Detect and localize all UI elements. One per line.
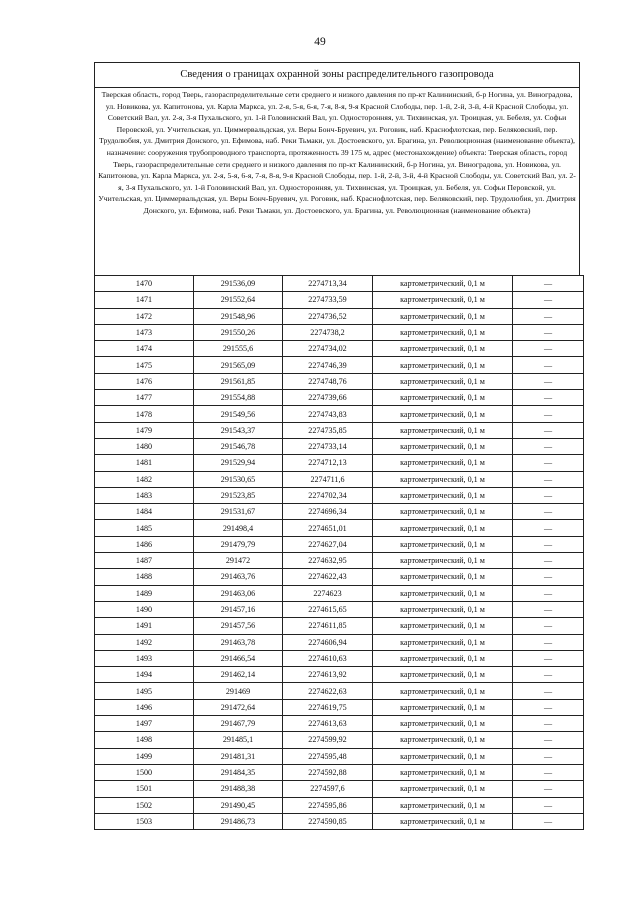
description-cell: — — [513, 732, 584, 748]
description-cell: — — [513, 764, 584, 780]
point-number-cell: 1492 — [95, 634, 194, 650]
y-coordinate-cell: 2274738,2 — [283, 324, 373, 340]
y-coordinate-cell: 2274597,6 — [283, 781, 373, 797]
x-coordinate-cell: 291548,96 — [194, 308, 283, 324]
description-cell: — — [513, 438, 584, 454]
x-coordinate-cell: 291457,56 — [194, 618, 283, 634]
y-coordinate-cell: 2274713,34 — [283, 276, 373, 292]
x-coordinate-cell: 291555,6 — [194, 341, 283, 357]
method-cell: картометрический, 0,1 м — [373, 357, 513, 373]
table-row — [95, 667, 584, 683]
method-cell: картометрический, 0,1 м — [373, 520, 513, 536]
description-cell: — — [513, 781, 584, 797]
y-coordinate-cell: 2274734,02 — [283, 341, 373, 357]
section-title: Сведения о границах охранной зоны распределительного газопровода — [94, 62, 580, 87]
description-cell: — — [513, 455, 584, 471]
y-coordinate-cell: 2274712,13 — [283, 455, 373, 471]
x-coordinate-cell: 291486,73 — [194, 813, 283, 829]
method-cell: картометрический, 0,1 м — [373, 292, 513, 308]
point-number-cell: 1482 — [95, 471, 194, 487]
y-coordinate-cell: 2274733,14 — [283, 438, 373, 454]
point-number-cell: 1475 — [95, 357, 194, 373]
y-coordinate-cell: 2274623 — [283, 585, 373, 601]
method-cell: картометрический, 0,1 м — [373, 422, 513, 438]
point-number-cell: 1494 — [95, 667, 194, 683]
point-number-cell: 1476 — [95, 373, 194, 389]
method-cell: картометрический, 0,1 м — [373, 373, 513, 389]
description-cell: — — [513, 357, 584, 373]
point-number-cell: 1483 — [95, 487, 194, 503]
point-number-cell: 1480 — [95, 438, 194, 454]
description-cell: — — [513, 569, 584, 585]
table-row — [95, 308, 584, 324]
point-number-cell: 1495 — [95, 683, 194, 699]
x-coordinate-cell: 291463,06 — [194, 585, 283, 601]
y-coordinate-cell: 2274736,52 — [283, 308, 373, 324]
description-cell: — — [513, 699, 584, 715]
point-number-cell: 1470 — [95, 276, 194, 292]
y-coordinate-cell: 2274696,34 — [283, 504, 373, 520]
table-row — [95, 406, 584, 422]
description-cell: — — [513, 667, 584, 683]
description-cell: — — [513, 618, 584, 634]
description-cell: — — [513, 308, 584, 324]
table-row — [95, 487, 584, 503]
x-coordinate-cell: 291529,94 — [194, 455, 283, 471]
y-coordinate-cell: 2274746,39 — [283, 357, 373, 373]
table-row — [95, 748, 584, 764]
table-row — [95, 781, 584, 797]
method-cell: картометрический, 0,1 м — [373, 536, 513, 552]
method-cell: картометрический, 0,1 м — [373, 748, 513, 764]
y-coordinate-cell: 2274622,63 — [283, 683, 373, 699]
x-coordinate-cell: 291466,54 — [194, 650, 283, 666]
description-cell: — — [513, 748, 584, 764]
y-coordinate-cell: 2274743,83 — [283, 406, 373, 422]
y-coordinate-cell: 2274702,34 — [283, 487, 373, 503]
method-cell: картометрический, 0,1 м — [373, 634, 513, 650]
x-coordinate-cell: 291530,65 — [194, 471, 283, 487]
y-coordinate-cell: 2274590,85 — [283, 813, 373, 829]
point-number-cell: 1496 — [95, 699, 194, 715]
table-row — [95, 813, 584, 829]
table-row — [95, 292, 584, 308]
point-number-cell: 1498 — [95, 732, 194, 748]
method-cell: картометрический, 0,1 м — [373, 276, 513, 292]
table-row — [95, 797, 584, 813]
point-number-cell: 1485 — [95, 520, 194, 536]
y-coordinate-cell: 2274599,92 — [283, 732, 373, 748]
y-coordinate-cell: 2274748,76 — [283, 373, 373, 389]
table-row — [95, 585, 584, 601]
y-coordinate-cell: 2274711,6 — [283, 471, 373, 487]
method-cell: картометрический, 0,1 м — [373, 650, 513, 666]
point-number-cell: 1502 — [95, 797, 194, 813]
description-cell: — — [513, 276, 584, 292]
x-coordinate-cell: 291469 — [194, 683, 283, 699]
table-row — [95, 520, 584, 536]
description-cell: — — [513, 487, 584, 503]
x-coordinate-cell: 291467,79 — [194, 716, 283, 732]
x-coordinate-cell: 291549,56 — [194, 406, 283, 422]
table-row — [95, 569, 584, 585]
point-number-cell: 1479 — [95, 422, 194, 438]
point-number-cell: 1493 — [95, 650, 194, 666]
point-number-cell: 1491 — [95, 618, 194, 634]
x-coordinate-cell: 291490,45 — [194, 797, 283, 813]
table-row — [95, 536, 584, 552]
point-number-cell: 1499 — [95, 748, 194, 764]
table-row — [95, 634, 584, 650]
description-cell: — — [513, 716, 584, 732]
y-coordinate-cell: 2274622,43 — [283, 569, 373, 585]
point-number-cell: 1488 — [95, 569, 194, 585]
x-coordinate-cell: 291561,85 — [194, 373, 283, 389]
point-number-cell: 1500 — [95, 764, 194, 780]
x-coordinate-cell: 291531,67 — [194, 504, 283, 520]
method-cell: картометрический, 0,1 м — [373, 438, 513, 454]
method-cell: картометрический, 0,1 м — [373, 390, 513, 406]
coordinates-table — [94, 275, 584, 830]
point-number-cell: 1474 — [95, 341, 194, 357]
description-cell: — — [513, 422, 584, 438]
x-coordinate-cell: 291481,31 — [194, 748, 283, 764]
x-coordinate-cell: 291462,14 — [194, 667, 283, 683]
description-cell: — — [513, 650, 584, 666]
y-coordinate-cell: 2274610,63 — [283, 650, 373, 666]
point-number-cell: 1497 — [95, 716, 194, 732]
y-coordinate-cell: 2274613,63 — [283, 716, 373, 732]
point-number-cell: 1503 — [95, 813, 194, 829]
method-cell: картометрический, 0,1 м — [373, 667, 513, 683]
method-cell: картометрический, 0,1 м — [373, 781, 513, 797]
method-cell: картометрический, 0,1 м — [373, 553, 513, 569]
description-cell: — — [513, 341, 584, 357]
table-row — [95, 764, 584, 780]
method-cell: картометрический, 0,1 м — [373, 504, 513, 520]
x-coordinate-cell: 291550,26 — [194, 324, 283, 340]
point-number-cell: 1486 — [95, 536, 194, 552]
table-row — [95, 373, 584, 389]
method-cell: картометрический, 0,1 м — [373, 683, 513, 699]
table-row — [95, 357, 584, 373]
method-cell: картометрический, 0,1 м — [373, 732, 513, 748]
y-coordinate-cell: 2274592,88 — [283, 764, 373, 780]
x-coordinate-cell: 291536,09 — [194, 276, 283, 292]
description-cell: — — [513, 797, 584, 813]
x-coordinate-cell: 291472,64 — [194, 699, 283, 715]
table-row — [95, 390, 584, 406]
point-number-cell: 1471 — [95, 292, 194, 308]
x-coordinate-cell: 291463,76 — [194, 569, 283, 585]
document-frame — [94, 62, 580, 830]
description-cell: — — [513, 324, 584, 340]
x-coordinate-cell: 291463,78 — [194, 634, 283, 650]
y-coordinate-cell: 2274595,86 — [283, 797, 373, 813]
method-cell: картометрический, 0,1 м — [373, 324, 513, 340]
y-coordinate-cell: 2274595,48 — [283, 748, 373, 764]
method-cell: картометрический, 0,1 м — [373, 455, 513, 471]
method-cell: картометрический, 0,1 м — [373, 716, 513, 732]
description-cell: — — [513, 813, 584, 829]
table-row — [95, 422, 584, 438]
point-number-cell: 1473 — [95, 324, 194, 340]
x-coordinate-cell: 291554,88 — [194, 390, 283, 406]
description-cell: — — [513, 634, 584, 650]
description-cell: — — [513, 292, 584, 308]
table-row — [95, 341, 584, 357]
description-cell: — — [513, 373, 584, 389]
table-row — [95, 276, 584, 292]
method-cell: картометрический, 0,1 м — [373, 471, 513, 487]
point-number-cell: 1501 — [95, 781, 194, 797]
object-description: Тверская область, город Тверь, газораспределительные сети среднего и низкого давления по пр-кт Калининский, б-р Ногина, ул. Виноградова, ул. Новикова, ул. Капитонова, ул. Карла Маркса, ул. 2-я, 5-я, 6-я, 7-я, 8-я, 9-я Красной Слободы, пер. 1-й, 2-й, 3-й, 4-й Красной Слободы, ул. Советский Вал, ул. 2-я, 3-я Пухальского, ул. 1-й Головинский Вал, ул. Односторонняя, ул. Тихвинская, ул. Троицкая, ул. Бебеля, ул. Софьи Перовской, ул. Учительская, ул. Циммервальдская, ул. Веры Бонч-Бруевич, ул. Роговик, наб. Краснофлотская, пер. Беляковский, пер. Трудолюбия, ул. Дмитрия Донского, ул. Ефимова, наб. Реки Тьмаки, ул. Достоевского, ул. Брагина, ул. Революционная (наименование объекта), назначение: сооружения трубопроводного транспорта, протяженность 39 175 м, адрес (местонахождение) объекта: Тверская область, город Тверь, газораспределительные сети среднего и низкого давления по пр-кт Калининский, б-р Ногина, ул. Виноградова, ул. Новикова, ул. Капитонова, ул. Карла Маркса, ул. 2-я, 5-я, 6-я, 7-я, 8-я, 9-я Красной Слободы, пер. 1-й, 2-й, 3-й, 4-й Красной Слободы, ул. Советский Вал, ул. 2-я, 3-я Пухальского, ул. 1-й Головинский Вал, ул. Односторонняя, ул. Тихвинская, ул. Троицкая, ул. Бебеля, ул. Софьи Перовской, ул. Учительская, ул. Циммервальдская, ул. Веры Бонч-Бруевич, ул. Роговик, наб. Краснофлотская, пер. Беляковский, пер. Трудолюбия, ул. Дмитрия Донского, ул. Ефимова, наб. Реки Тьмаки, ул. Достоевского, ул. Брагина, ул. Революционная (наименование объекта) — [94, 87, 580, 275]
table-row — [95, 650, 584, 666]
table-row — [95, 504, 584, 520]
table-row — [95, 699, 584, 715]
x-coordinate-cell: 291523,85 — [194, 487, 283, 503]
method-cell: картометрический, 0,1 м — [373, 699, 513, 715]
point-number-cell: 1478 — [95, 406, 194, 422]
y-coordinate-cell: 2274611,85 — [283, 618, 373, 634]
table-row — [95, 601, 584, 617]
point-number-cell: 1490 — [95, 601, 194, 617]
x-coordinate-cell: 291552,64 — [194, 292, 283, 308]
y-coordinate-cell: 2274606,94 — [283, 634, 373, 650]
page-number: 49 — [314, 36, 326, 48]
method-cell: картометрический, 0,1 м — [373, 764, 513, 780]
x-coordinate-cell: 291546,78 — [194, 438, 283, 454]
y-coordinate-cell: 2274739,66 — [283, 390, 373, 406]
method-cell: картометрический, 0,1 м — [373, 341, 513, 357]
point-number-cell: 1484 — [95, 504, 194, 520]
table-row — [95, 618, 584, 634]
y-coordinate-cell: 2274632,95 — [283, 553, 373, 569]
x-coordinate-cell: 291479,79 — [194, 536, 283, 552]
y-coordinate-cell: 2274619,75 — [283, 699, 373, 715]
description-cell: — — [513, 683, 584, 699]
table-row — [95, 732, 584, 748]
point-number-cell: 1489 — [95, 585, 194, 601]
x-coordinate-cell: 291472 — [194, 553, 283, 569]
y-coordinate-cell: 2274651,01 — [283, 520, 373, 536]
point-number-cell: 1477 — [95, 390, 194, 406]
method-cell: картометрический, 0,1 м — [373, 406, 513, 422]
description-cell: — — [513, 601, 584, 617]
method-cell: картометрический, 0,1 м — [373, 618, 513, 634]
method-cell: картометрический, 0,1 м — [373, 601, 513, 617]
y-coordinate-cell: 2274615,65 — [283, 601, 373, 617]
description-cell: — — [513, 390, 584, 406]
description-cell: — — [513, 585, 584, 601]
table-row — [95, 324, 584, 340]
x-coordinate-cell: 291488,38 — [194, 781, 283, 797]
y-coordinate-cell: 2274613,92 — [283, 667, 373, 683]
point-number-cell: 1472 — [95, 308, 194, 324]
x-coordinate-cell: 291485,1 — [194, 732, 283, 748]
table-row — [95, 683, 584, 699]
description-cell: — — [513, 536, 584, 552]
y-coordinate-cell: 2274733,59 — [283, 292, 373, 308]
point-number-cell: 1481 — [95, 455, 194, 471]
description-cell: — — [513, 520, 584, 536]
method-cell: картометрический, 0,1 м — [373, 308, 513, 324]
x-coordinate-cell: 291498,4 — [194, 520, 283, 536]
y-coordinate-cell: 2274735,85 — [283, 422, 373, 438]
table-row — [95, 455, 584, 471]
method-cell: картометрический, 0,1 м — [373, 813, 513, 829]
x-coordinate-cell: 291543,37 — [194, 422, 283, 438]
description-cell: — — [513, 553, 584, 569]
method-cell: картометрический, 0,1 м — [373, 487, 513, 503]
table-row — [95, 716, 584, 732]
y-coordinate-cell: 2274627,04 — [283, 536, 373, 552]
description-cell: — — [513, 504, 584, 520]
table-row — [95, 438, 584, 454]
description-cell: — — [513, 406, 584, 422]
method-cell: картометрический, 0,1 м — [373, 797, 513, 813]
method-cell: картометрический, 0,1 м — [373, 569, 513, 585]
table-row — [95, 471, 584, 487]
x-coordinate-cell: 291457,16 — [194, 601, 283, 617]
table-row — [95, 553, 584, 569]
method-cell: картометрический, 0,1 м — [373, 585, 513, 601]
x-coordinate-cell: 291565,09 — [194, 357, 283, 373]
x-coordinate-cell: 291484,35 — [194, 764, 283, 780]
description-cell: — — [513, 471, 584, 487]
point-number-cell: 1487 — [95, 553, 194, 569]
